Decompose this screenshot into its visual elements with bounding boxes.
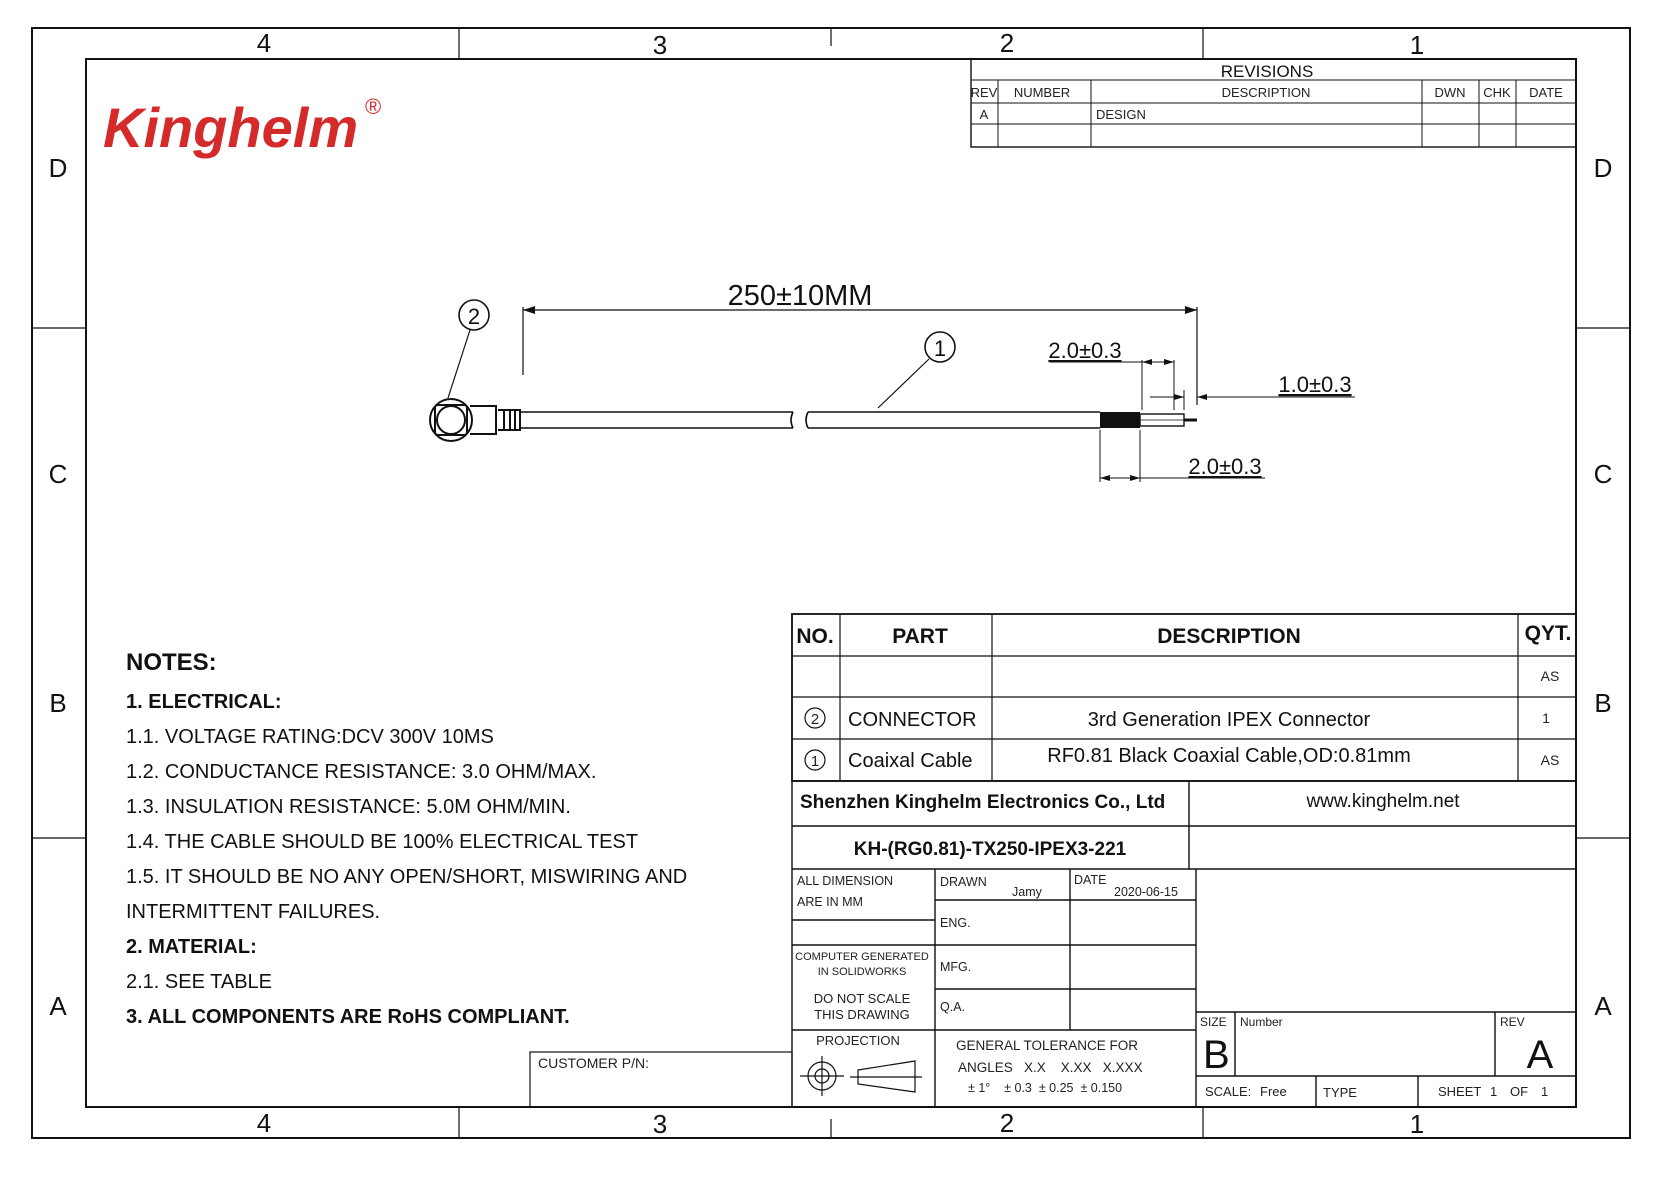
notes-block	[126, 649, 687, 1028]
drawn-label: DRAWN	[940, 875, 987, 889]
revisions-table	[971, 59, 1576, 147]
note-line: 1.3. INSULATION RESISTANCE: 5.0M OHM/MIN.	[126, 796, 571, 818]
rev-header-chk: CHK	[1483, 85, 1511, 100]
sheet-value: 1	[1490, 1084, 1498, 1099]
note-line: 1. ELECTRICAL:	[126, 691, 282, 713]
eng-label: ENG.	[940, 916, 971, 930]
qa-label: Q.A.	[940, 1000, 966, 1014]
rev-row-rev: A	[979, 107, 989, 122]
of-value: 1	[1541, 1084, 1549, 1099]
all-dimension-label-2: ARE IN MM	[797, 895, 863, 909]
length-dimension: 250±10MM	[727, 280, 873, 312]
bom-header-qty: QYT.	[1524, 622, 1572, 645]
drawing-part-number: KH-(RG0.81)-TX250-IPEX3-221	[853, 839, 1127, 860]
company-website: www.kinghelm.net	[1306, 791, 1460, 812]
size-label: SIZE	[1200, 1015, 1227, 1029]
date-value: 2020-06-15	[1114, 885, 1178, 899]
connector-balloon: 2	[467, 304, 481, 329]
revisions-title: REVISIONS	[1220, 62, 1314, 81]
number-label: Number	[1240, 1015, 1283, 1029]
zone-col-4-top: 4	[256, 28, 272, 58]
zone-col-3-top: 3	[652, 30, 668, 60]
rev-header-rev: REV	[970, 85, 998, 100]
tolerance-title: GENERAL TOLERANCE FOR	[956, 1038, 1139, 1053]
zone-row-a-left: A	[49, 991, 67, 1021]
bom-header-part: PART	[892, 625, 948, 648]
computer-generated-note: COMPUTER GENERATED	[795, 951, 929, 963]
bom-header-no: NO.	[796, 625, 834, 648]
zone-col-4-bottom: 4	[256, 1108, 272, 1138]
rev-row-description: DESIGN	[1096, 107, 1146, 122]
projection-label: PROJECTION	[816, 1033, 900, 1048]
of-label: OF	[1510, 1084, 1529, 1099]
rev-label: REV	[1500, 1015, 1525, 1029]
bom-row-no: 2	[810, 711, 820, 728]
kinghelm-logo: Kinghelm	[103, 96, 359, 159]
projection-symbol-icon	[800, 1056, 922, 1096]
note-line: 1.5. IT SHOULD BE NO ANY OPEN/SHORT, MISWIRING AND	[126, 866, 688, 888]
zone-col-2-top: 2	[999, 28, 1015, 58]
zone-col-1-top: 1	[1409, 30, 1425, 60]
braid-dimension: 2.0±0.3	[1188, 454, 1262, 479]
zone-row-d-left: D	[48, 153, 68, 183]
bom-row-description: 3rd Generation IPEX Connector	[1087, 709, 1371, 731]
type-label: TYPE	[1323, 1085, 1357, 1100]
computer-generated-note-2: IN SOLIDWORKS	[817, 966, 907, 978]
zone-row-c-right: C	[1593, 459, 1613, 489]
note-line: INTERMITTENT FAILURES.	[126, 901, 381, 923]
customer-pn-label: CUSTOMER P/N:	[538, 1055, 649, 1071]
notes-title: NOTES:	[126, 649, 217, 676]
bom-row-description: RF0.81 Black Coaxial Cable,OD:0.81mm	[1047, 745, 1411, 767]
date-label: DATE	[1074, 873, 1107, 887]
braid-shield	[1100, 412, 1140, 428]
size-value: B	[1203, 1033, 1230, 1077]
bom-row-no: 1	[810, 753, 820, 770]
scale-label: SCALE:	[1205, 1084, 1252, 1099]
do-not-scale-note-2: THIS DRAWING	[814, 1007, 910, 1022]
cable-drawing	[430, 280, 1355, 482]
bom-row-qty: 1	[1542, 710, 1550, 726]
zone-row-b-left: B	[49, 688, 67, 718]
cable-balloon: 1	[933, 336, 947, 361]
title-block	[792, 781, 1576, 1107]
tolerance-row-2: ± 1° ± 0.3 ± 0.25 ± 0.150	[968, 1081, 1123, 1095]
zone-row-a-right: A	[1594, 991, 1612, 1021]
note-line: 1.1. VOLTAGE RATING:DCV 300V 10MS	[126, 726, 494, 748]
tolerance-row-1: ANGLES X.X X.XX X.XXX	[958, 1060, 1143, 1075]
all-dimension-label: ALL DIMENSION	[797, 874, 894, 888]
zone-col-2-bottom: 2	[999, 1108, 1015, 1138]
note-line: 2.1. SEE TABLE	[126, 971, 273, 993]
note-line: 2. MATERIAL:	[126, 936, 257, 958]
bom-row-part: CONNECTOR	[848, 709, 977, 731]
scale-value: Free	[1260, 1084, 1287, 1099]
drawn-value: Jamy	[1012, 885, 1042, 899]
bom-table	[792, 614, 1576, 781]
do-not-scale-note: DO NOT SCALE	[813, 991, 911, 1006]
registered-mark: ®	[365, 94, 382, 119]
mfg-label: MFG.	[940, 960, 972, 974]
zone-row-b-right: B	[1594, 688, 1612, 718]
conductor-dimension: 1.0±0.3	[1278, 372, 1352, 397]
ipex-connector	[430, 399, 520, 441]
zone-row-d-right: D	[1593, 153, 1613, 183]
rev-header-description: DESCRIPTION	[1221, 85, 1311, 100]
rev-value: A	[1526, 1033, 1554, 1077]
bom-row-qty: AS	[1540, 668, 1560, 684]
bom-row-qty: AS	[1540, 752, 1560, 768]
zone-row-c-left: C	[48, 459, 68, 489]
bom-row-part: Coaixal Cable	[848, 750, 973, 772]
zone-col-1-bottom: 1	[1409, 1109, 1425, 1139]
dielectric-dimension: 2.0±0.3	[1048, 338, 1122, 363]
note-line: 1.2. CONDUCTANCE RESISTANCE: 3.0 OHM/MAX.	[126, 761, 597, 783]
note-line: 3. ALL COMPONENTS ARE RoHS COMPLIANT.	[126, 1006, 570, 1028]
bom-header-description: DESCRIPTION	[1157, 625, 1301, 648]
inner-border	[86, 59, 1576, 1107]
rev-header-date: DATE	[1529, 85, 1563, 100]
rev-header-number: NUMBER	[1013, 85, 1071, 100]
note-line: 1.4. THE CABLE SHOULD BE 100% ELECTRICAL TEST	[126, 831, 639, 853]
zone-col-3-bottom: 3	[652, 1109, 668, 1139]
sheet-label: SHEET	[1438, 1084, 1482, 1099]
rev-header-dwn: DWN	[1434, 85, 1466, 100]
company-name: Shenzhen Kinghelm Electronics Co., Ltd	[800, 792, 1166, 813]
